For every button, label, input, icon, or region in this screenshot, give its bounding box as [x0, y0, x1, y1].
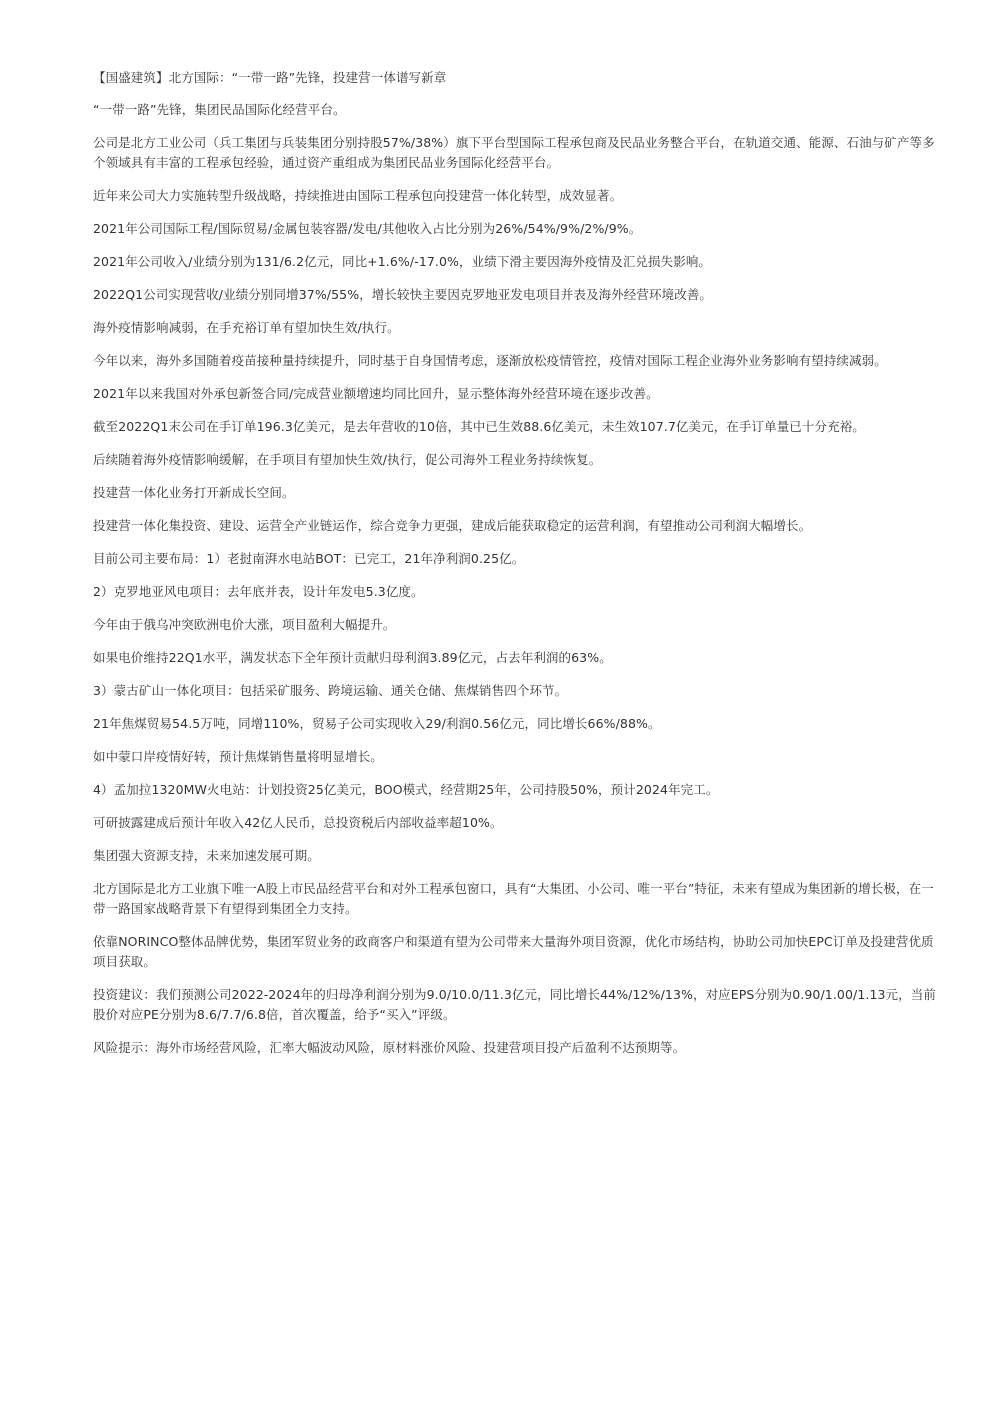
paragraph-transformation: 近年来公司大力实施转型升级战略，持续推进由国际工程承包向投建营一体化转型，成效显著。 [93, 188, 623, 203]
article-title: 【国盛建筑】北方国际：“一带一路”先锋，投建营一体谱写新章 [93, 70, 447, 85]
paragraph-croatia-profit: 如果电价维持22Q1水平，满发状态下全年预计贡献归母利润3.89亿元，占去年利润的63%。 [93, 650, 612, 665]
paragraph-company-profile: 公司是北方工业公司（兵工集团与兵装集团分别持股57%/38%）旗下平台型国际工程承包商及民品业务整合平台，在轨道交通、能源、石油与矿产等多个领域具有丰富的工程承包经验，通过资产重组成为集团民品业务国际化经营平台。 [93, 135, 935, 170]
paragraph-project-mongolia: 3）蒙古矿山一体化项目：包括采矿服务、跨境运输、通关仓储、焦煤销售四个环节。 [93, 683, 568, 698]
paragraph-pandemic-easing: 今年以来，海外多国随着疫苗接种量持续提升，同时基于自身国情考虑，逐渐放松疫情管控，疫情对国际工程企业海外业务影响有望持续减弱。 [93, 353, 887, 368]
paragraph-2021-results: 2021年公司收入/业绩分别为131/6.2亿元，同比+1.6%/-17.0%，业绩下滑主要因海外疫情及汇兑损失影响。 [93, 254, 712, 269]
paragraph-revenue-mix: 2021年公司国际工程/国际贸易/金属包装容器/发电/其他收入占比分别为26%/54%/9%/2%/9%。 [93, 221, 642, 236]
section-heading-belt-road-pioneer: “一带一路”先锋，集团民品国际化经营平台。 [93, 102, 346, 117]
paragraph-group-platform: 北方国际是北方工业旗下唯一A股上市民品经营平台和对外工程承包窗口，具有“大集团、小公司、唯一平台”特征，未来有望成为集团新的增长极，在一带一路国家战略背景下有望得到集团全力支持。 [93, 881, 934, 916]
paragraph-croatia-prices: 今年由于俄乌冲突欧洲电价大涨，项目盈利大幅提升。 [93, 617, 396, 632]
paragraph-investment-advice: 投资建议：我们预测公司2022-2024年的归母净利润分别为9.0/10.0/11.3亿元，同比增长44%/12%/13%，对应EPS分别为0.90/1.00/1.13元，当前股价对应PE分别为8.6/7.7/6.8倍，首次覆盖，给予“买入”评级。 [93, 987, 936, 1022]
article-body [93, 68, 945, 1071]
paragraph-coking-coal-trade: 21年焦煤贸易54.5万吨，同增110%，贸易子公司实现收入29/利润0.56亿元，同比增长66%/88%。 [93, 716, 661, 731]
paragraph-ibo-model: 投建营一体化集投资、建设、运营全产业链运作，综合竞争力更强，建成后能获取稳定的运营利润，有望推动公司利润大幅增长。 [93, 518, 812, 533]
paragraph-bangladesh-returns: 可研披露建成后预计年收入42亿人民币，总投资税后内部收益率超10%。 [93, 815, 503, 830]
paragraph-recovery-outlook: 后续随着海外疫情影响缓解，在手项目有望加快生效/执行，促公司海外工程业务持续恢复。 [93, 452, 602, 467]
paragraph-risk-warning: 风险提示：海外市场经营风险，汇率大幅波动风险，原材料涨价风险、投建营项目投产后盈利不达预期等。 [93, 1040, 686, 1055]
paragraph-project-croatia: 2）克罗地亚风电项目：去年底并表，设计年发电5.3亿度。 [93, 584, 424, 599]
paragraph-project-laos: 目前公司主要布局：1）老挝南湃水电站BOT：已完工，21年净利润0.25亿。 [93, 551, 525, 566]
paragraph-port-outlook: 如中蒙口岸疫情好转，预计焦煤销售量将明显增长。 [93, 749, 383, 764]
paragraph-2022q1-results: 2022Q1公司实现营收/业绩分别同增37%/55%，增长较快主要因克罗地亚发电项目并表及海外经营环境改善。 [93, 287, 712, 302]
paragraph-contract-growth: 2021年以来我国对外承包新签合同/完成营业额增速均同比回升，显示整体海外经营环境在逐步改善。 [93, 386, 659, 401]
section-heading-group-support: 集团强大资源支持，未来加速发展可期。 [93, 848, 320, 863]
paragraph-project-bangladesh: 4）孟加拉1320MW火电站：计划投资25亿美元，BOO模式，经营期25年，公司持股50%，预计2024年完工。 [93, 782, 719, 797]
section-heading-overseas-orders: 海外疫情影响减弱，在手充裕订单有望加快生效/执行。 [93, 320, 400, 335]
paragraph-order-backlog: 截至2022Q1末公司在手订单196.3亿美元，是去年营收的10倍，其中已生效88.6亿美元，未生效107.7亿美元，在手订单量已十分充裕。 [93, 419, 865, 434]
section-heading-ibo-growth: 投建营一体化业务打开新成长空间。 [93, 485, 295, 500]
paragraph-norinco-brand: 依靠NORINCO整体品牌优势，集团军贸业务的政商客户和渠道有望为公司带来大量海外项目资源，优化市场结构，协助公司加快EPC订单及投建营优质项目获取。 [93, 934, 934, 969]
